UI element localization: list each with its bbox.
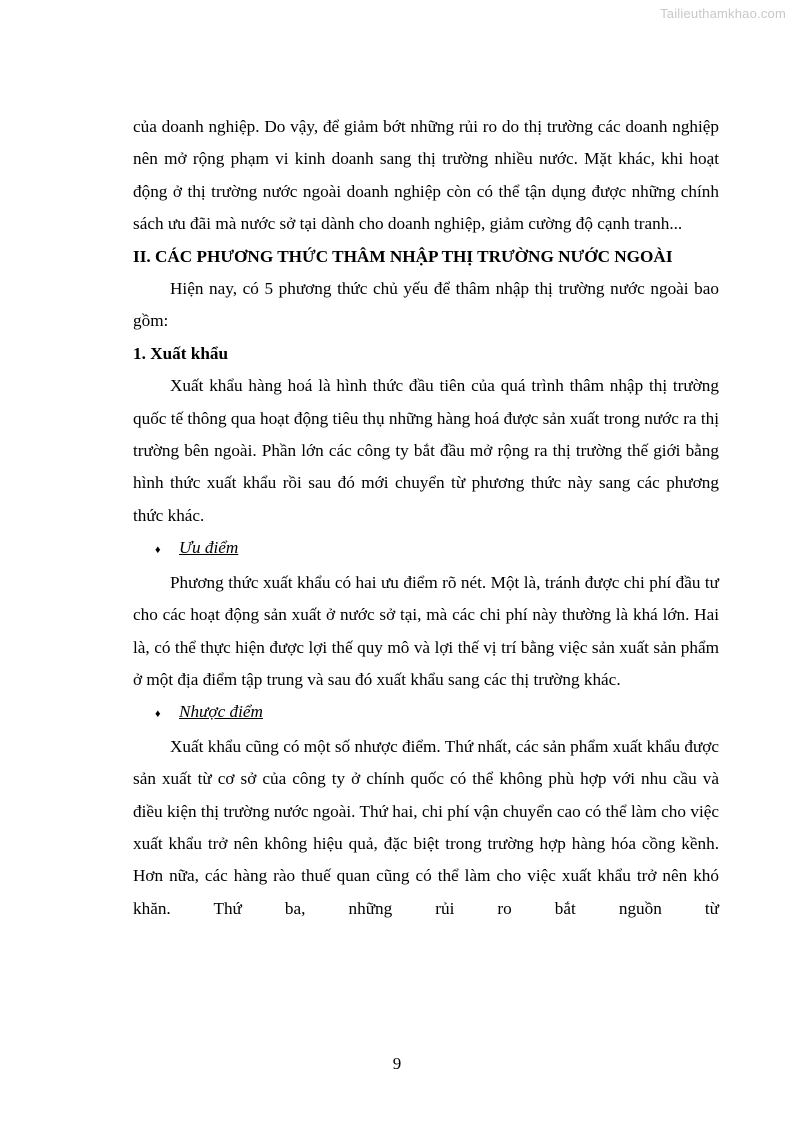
paragraph-disadvantages: Xuất khẩu cũng có một số nhược điểm. Thứ nhất, các sản phẩm xuất khẩu được sản xuất từ cơ sở của công ty ở chính quốc có thể không phù hợp với nhu cầu và điều kiện thị trường nước ngoài. Thứ hai, chi phí vận chuyển cao có thể làm cho việc xuất khẩu trở nên không hiệu quả, đặc biệt trong trường hợp hàng hóa cồng kềnh. Hơn nữa, các hàng rào thuế quan cũng có thể làm cho việc xuất khẩu trở nên khó khăn. Thứ ba, những rủi ro bắt nguồn từ <box>133 736 719 918</box>
bullet-disadvantages-label: Nhược điểm <box>179 702 263 722</box>
paragraph-continuation: của doanh nghiệp. Do vậy, để giảm bớt những rủi ro do thị trường các doanh nghiệp nên mở rộng phạm vi kinh doanh sang thị trường nhiều nước. Mặt khác, khi hoạt động ở thị trường nước ngoài doanh nghiệp còn có thể tận dụng được những chính sách ưu đãi mà nước sở tại dành cho doanh nghiệp, giảm cường độ cạnh tranh... <box>133 117 719 234</box>
bullet-advantages-label: Ưu điểm <box>179 538 239 558</box>
paragraph-advantages: Phương thức xuất khẩu có hai ưu điểm rõ nét. Một là, tránh được chi phí đầu tư cho các hoạt động sản xuất ở nước sở tại, mà các chi phí này thường là khá lớn. Hai là, có thể thực hiện được lợi thế quy mô và lợi thế vị trí bằng việc sản xuất sản phẩm ở một địa điểm tập trung và sau đó xuất khẩu sang các thị trường khác. <box>133 572 719 689</box>
document-body <box>133 111 719 925</box>
diamond-bullet-icon: ♦ <box>155 708 161 721</box>
paragraph-intro: Hiện nay, có 5 phương thức chủ yếu để thâm nhập thị trường nước ngoài bao gồm: <box>133 279 719 331</box>
paragraph-export-description: Xuất khẩu hàng hoá là hình thức đầu tiên của quá trình thâm nhập thị trường quốc tế thông qua hoạt động tiêu thụ những hàng hoá được sản xuất trong nước ra thị trường bên ngoài. Phần lớn các công ty bắt đầu mở rộng ra thị trường thế giới bằng hình thức xuất khẩu rồi sau đó mới chuyển từ phương thức này sang các phương thức khác. <box>133 376 719 525</box>
subsection-heading-export: 1. Xuất khẩu <box>133 343 229 363</box>
diamond-bullet-icon: ♦ <box>155 544 161 557</box>
bullet-disadvantages <box>133 696 719 730</box>
watermark-text: Tailieuthamkhao.com <box>660 6 786 21</box>
section-heading-ii: II. CÁC PHƯƠNG THỨC THÂM NHẬP THỊ TRƯỜNG NƯỚC NGOÀI <box>133 246 673 266</box>
bullet-advantages <box>133 532 719 566</box>
page-number: 9 <box>392 1054 402 1073</box>
